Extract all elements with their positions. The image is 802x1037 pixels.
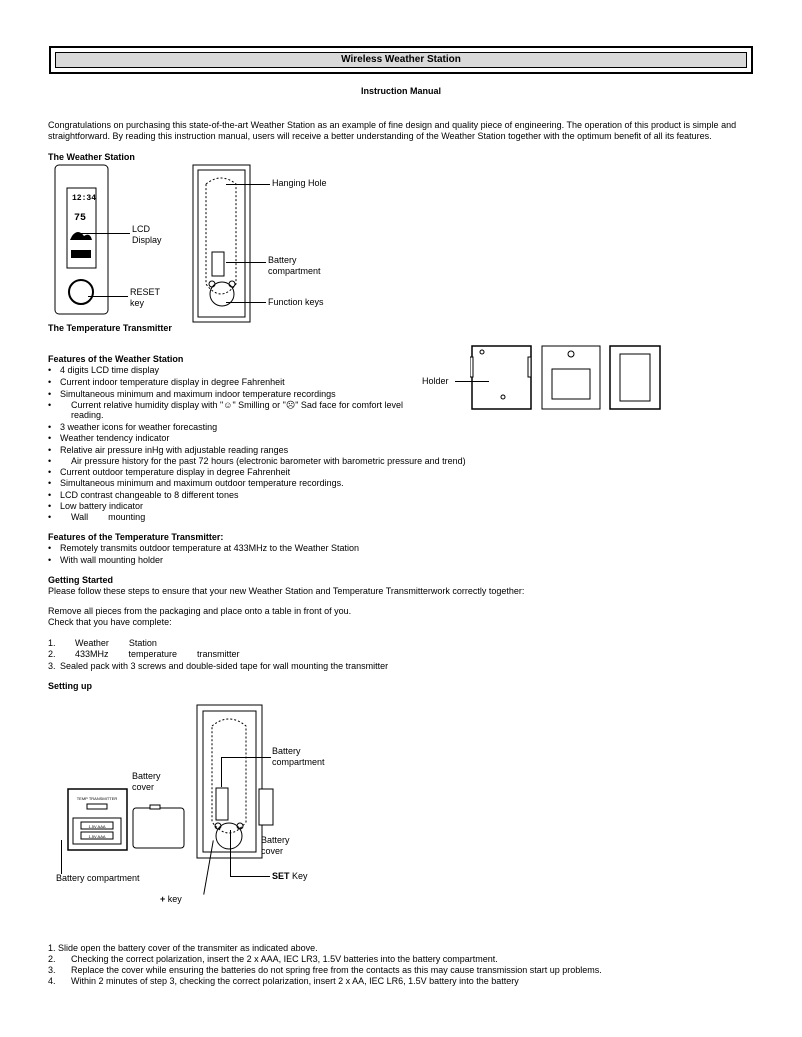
battery-cover-label-2: cover — [132, 782, 155, 792]
getting-started-text: Please follow these steps to ensure that your new Weather Station and Temperature Transmitterwork correctly together: — [48, 586, 525, 596]
svg-text:1.5V AAA: 1.5V AAA — [88, 824, 106, 829]
lcd-temp: 75 — [74, 213, 87, 224]
weather-station-back-figure — [192, 164, 252, 324]
station-battery-label: Battery — [272, 746, 301, 756]
contents-item: 3. Sealed pack with 3 screws and double-sided tape for wall mounting the transmitter — [48, 661, 389, 671]
feature-item: • Current relative humidity display with "☺" Smilling or "☹" Sad face for comfort level — [48, 400, 403, 410]
feature-item: • Current indoor temperature display in degree Fahrenheit — [48, 377, 285, 387]
reset-label: RESET — [130, 287, 161, 297]
lcd-label-2: Display — [132, 235, 162, 245]
features-transmitter-heading: Features of the Temperature Transmitter: — [48, 532, 224, 542]
battery-cover-figure — [132, 804, 186, 850]
subtitle: Instruction Manual — [360, 86, 441, 96]
step-item: 4. Within 2 minutes of step 3, checking the correct polarization, insert 2 x AA, IEC LR6, 1.5V battery into the battery — [48, 976, 519, 986]
feature-item: • Wall mounting — [48, 512, 146, 522]
svg-text:TEMP TRANSMITTER: TEMP TRANSMITTER — [76, 796, 118, 801]
weather-station-heading: The Weather Station — [48, 152, 135, 162]
holder-label: Holder — [422, 376, 449, 386]
reset-label-2: key — [130, 298, 145, 308]
feature-item: • Weather tendency indicator — [48, 433, 170, 443]
step-item: 1. Slide open the battery cover of the transmiter as indicated above. — [48, 943, 318, 953]
hanging-hole-label: Hanging Hole — [272, 178, 327, 188]
station-battery-label-2: compartment — [272, 757, 325, 767]
transmitter-heading: The Temperature Transmitter — [48, 323, 172, 333]
feature-item: • Relative air pressure inHg with adjustable reading ranges — [48, 445, 289, 455]
battery-cover-label: Battery — [132, 771, 161, 781]
battery-compartment-label: Battery — [268, 255, 297, 265]
station-cover-label-2: cover — [261, 846, 284, 856]
feature-item: • 3 weather icons for weather forecasting — [48, 422, 218, 432]
feature-item-cont: reading. — [71, 410, 104, 420]
transmitter-figure — [67, 788, 129, 852]
getting-started-text-3: Check that you have complete: — [48, 617, 172, 627]
intro-line-2: straightforward. By reading this instruction manual, users will receive a better understanding of the Weather Station together with the optimum benefit of all its features. — [48, 131, 712, 141]
transmitter-battery-label: Battery compartment — [56, 873, 140, 883]
step-item: 3. Replace the cover while ensuring the batteries do not spring free from the contacts as this may cause transmission start up problems. — [48, 965, 602, 975]
getting-started-text-2: Remove all pieces from the packaging and place onto a table in front of you. — [48, 606, 352, 616]
contents-item: 1. Weather Station — [48, 638, 157, 648]
lcd-label: LCD — [132, 224, 151, 234]
features-station-heading: Features of the Weather Station — [48, 354, 184, 364]
feature-item: • Low battery indicator — [48, 501, 144, 511]
transmitter-feature-item: • With wall mounting holder — [48, 555, 164, 565]
feature-item: • Simultaneous minimum and maximum outdoor temperature recordings. — [48, 478, 344, 488]
plus-key-label: + key — [160, 894, 182, 904]
contents-item: 2. 433MHz temperature transmitter — [48, 649, 240, 659]
step-item: 2. Checking the correct polarization, insert the 2 x AAA, IEC LR3, 1.5V batteries into the battery compartment. — [48, 954, 498, 964]
station-battery-cover-figure — [258, 788, 276, 828]
battery-compartment-label-2: compartment — [268, 266, 321, 276]
weather-station-front-figure — [54, 164, 110, 316]
feature-item: • Simultaneous minimum and maximum indoor temperature recordings — [48, 389, 336, 399]
function-keys-label: Function keys — [268, 297, 324, 307]
document-title: Wireless Weather Station — [55, 52, 747, 68]
lcd-time: 12:34 — [72, 194, 97, 203]
feature-item: • 4 digits LCD time display — [48, 365, 160, 375]
station-cover-label: Battery — [261, 835, 290, 845]
getting-started-heading: Getting Started — [48, 575, 114, 585]
set-key-label: SET Key — [272, 871, 308, 881]
title-box — [49, 46, 753, 74]
intro-line-1: Congratulations on purchasing this state-of-the-art Weather Station as an example of fine design and quality piece of engineering. The operation of this product is simple and — [48, 120, 737, 130]
feature-item: • Air pressure history for the past 72 hours (electronic barometer with barometric pressure and trend) — [48, 456, 466, 466]
svg-text:1.5V AAA: 1.5V AAA — [88, 834, 106, 839]
feature-item: • LCD contrast changeable to 8 different tones — [48, 490, 239, 500]
feature-item: • Current outdoor temperature display in degree Fahrenheit — [48, 467, 291, 477]
holder-figures — [470, 345, 662, 411]
transmitter-feature-item: • Remotely transmits outdoor temperature at 433MHz to the Weather Station — [48, 543, 359, 553]
setting-up-heading: Setting up — [48, 681, 92, 691]
